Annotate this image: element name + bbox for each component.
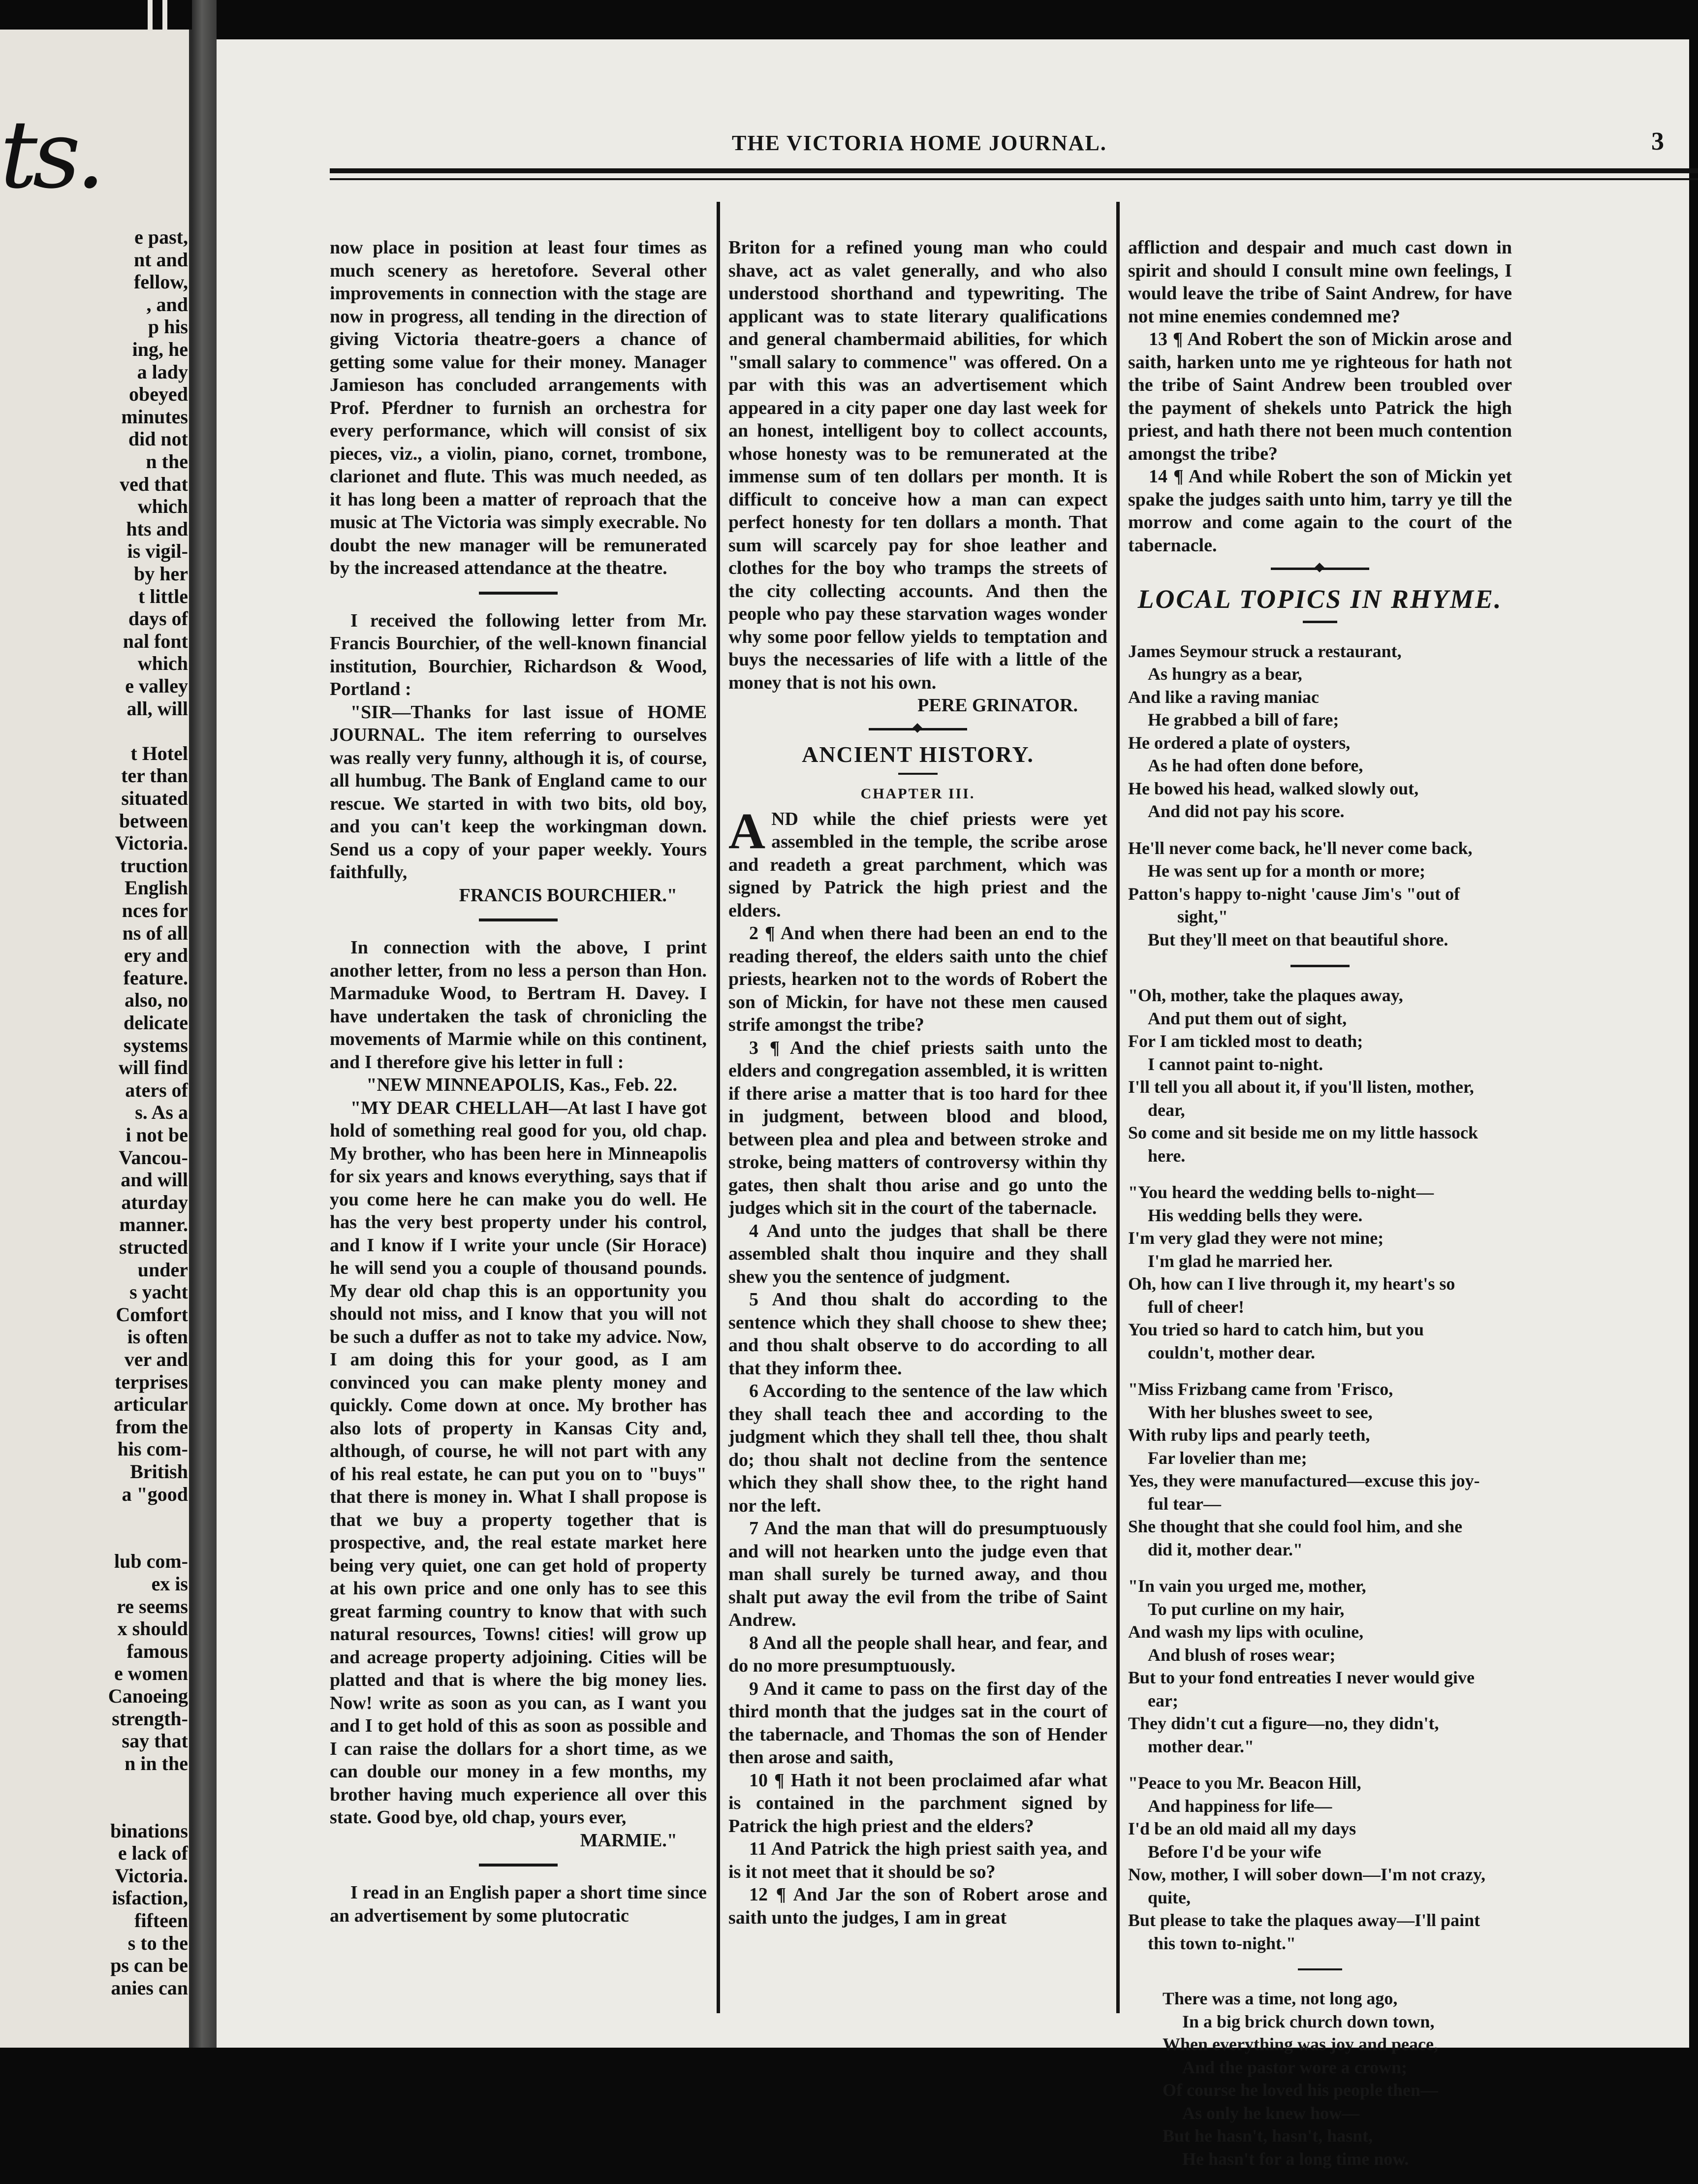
chapter-heading: CHAPTER III. — [860, 786, 975, 802]
previous-page-line: x should — [117, 1617, 188, 1640]
poem-line: He'll never come back, he'll never come back, — [1128, 838, 1473, 858]
poem-line: He hasn't for a long time now. — [1182, 2149, 1409, 2169]
verse: 2 ¶ And when there had been an end to the reading thereof, the elders saith unto the chief priests, hearken not to the words of Robert the son of Mickin, for have not these men caused strife amongst the tribe? — [728, 923, 1107, 1035]
previous-page-line: also, no — [125, 989, 188, 1012]
poem-stanza — [1128, 1575, 1512, 1758]
column-rule — [717, 202, 720, 2013]
previous-page-line: t little — [138, 585, 188, 607]
previous-page-line: aturday — [121, 1191, 188, 1213]
previous-page-line: between — [119, 809, 188, 832]
previous-page-line: Victoria. — [115, 832, 188, 855]
poem-line: And did not pay his score. — [1148, 801, 1345, 821]
column-2 — [728, 236, 1107, 1929]
previous-page-line: aters of — [125, 1078, 188, 1101]
previous-page-line: ns of all — [122, 921, 188, 944]
poem-line: He grabbed a bill of fare; — [1148, 710, 1339, 729]
previous-page-line: obeyed — [129, 383, 188, 406]
poem-line: But please to take the plaques away—I'll paint — [1128, 1910, 1480, 1930]
poem-line: ful tear— — [1148, 1493, 1221, 1514]
previous-page-line: will find — [118, 1056, 188, 1079]
previous-page-line: English — [125, 877, 188, 899]
poem-line: His wedding bells they were. — [1148, 1205, 1363, 1225]
poem-line: ear; — [1148, 1690, 1178, 1710]
section-heading: LOCAL TOPICS IN RHYME. — [1137, 584, 1503, 614]
previous-page-line: e valley — [125, 675, 188, 697]
section-divider — [479, 1864, 558, 1867]
previous-page-line: systems — [123, 1034, 188, 1056]
poem-line: And wash my lips with oculine, — [1128, 1622, 1364, 1642]
previous-page-line: p his — [148, 316, 188, 338]
previous-page-line: ver and — [124, 1348, 188, 1370]
scan-top-border — [0, 0, 1689, 39]
previous-page-line: s. As a — [135, 1101, 188, 1124]
book-gutter — [192, 0, 217, 2048]
previous-page-line: ter than — [121, 764, 188, 787]
poem-stanzas — [1128, 984, 1512, 1955]
poem-line: He bowed his head, walked slowly out, — [1128, 778, 1419, 798]
letter-text: "SIR—Thanks for last issue of HOME JOURNAL. The item referring to ourselves was really very funny, although it is, of course, all humbug. The Bank of England came to our rescue. We started in with two bits, old boy, and you can't keep the workingman down. Send us a copy of your paper weekly. Yours faithfully, — [330, 701, 707, 883]
letter-dateline: "NEW MINNEAPOLIS, Kas., Feb. 22. — [366, 1075, 677, 1095]
poem-stanza — [1128, 837, 1512, 951]
header-rule — [330, 168, 1698, 173]
poem-stanzas — [1128, 1987, 1512, 2170]
poem-line: In a big brick church down town, — [1182, 2011, 1435, 2031]
column-rule — [1116, 202, 1120, 2013]
letter-signature: FRANCIS BOURCHIER." — [459, 885, 677, 906]
previous-page-line: strength- — [112, 1707, 188, 1730]
previous-page-line: nt and — [133, 248, 188, 271]
poem-line: There was a time, not long ago, — [1163, 1989, 1398, 2008]
poem-line: here. — [1148, 1145, 1186, 1166]
article-paragraph: Briton for a refined young man who could shave, act as valet generally, and who also understood shorthand and typewriting. The applicant was to state literary qualifications and general chambermaid abilities, for which "small salary to commence" was offered. On a par with this was an advertisement which appeared in a city paper one day last week for an honest, intelligent boy to collect accounts, whose honesty was to be remunerated at the immense sum of ten dollars per month. It is difficult to conceive how a man can expect perfect honesty for ten dollars a month. That sum will scarcely pay for shoe leather and clothes for the boy who tramps the streets of the city collecting accounts. And then the people who pay these starvation wages wonder why some poor fellow yields to temptation and buys the necessaries of life with a little of the money that is not his own. — [728, 237, 1107, 693]
verse: ND while the chief priests were yet assembled in the temple, the scribe arose and readeth a great parchment, which was signed by Patrick the high priest and the elders. — [728, 808, 1107, 921]
poem-line: "Miss Frizbang came from 'Frisco, — [1128, 1379, 1393, 1399]
previous-page-headline-fragment: ts. — [0, 100, 101, 209]
previous-page-line: nces for — [122, 899, 188, 921]
poem-line: With her blushes sweet to see, — [1148, 1402, 1373, 1422]
poem-stanza — [1163, 1987, 1512, 2170]
poem-stanza — [1128, 1772, 1512, 1955]
section-divider — [479, 592, 558, 595]
poem-line: Now, mother, I will sober down—I'm not crazy, — [1128, 1865, 1486, 1884]
heading-divider — [898, 773, 938, 775]
poem-stanza — [1128, 984, 1512, 1167]
poem-line: With ruby lips and pearly teeth, — [1128, 1425, 1370, 1445]
section-divider — [479, 918, 558, 921]
previous-page-line: n the — [146, 450, 188, 473]
verse: 7 And the man that will do presumptuously and will not hearken unto the judge even that man shall surely be turned away, and thou shalt put away the evil from the tribe of Saint Andrew. — [728, 1518, 1107, 1630]
poem-divider — [1298, 1968, 1342, 1970]
letter-text: "MY DEAR CHELLAH—At last I have got hold of something real good for you, old chap. My brother, who has been here in Minneapolis for six years and knows everything, says that if you come here he can make you do well. He has the very best property under his control, and I know if I write your uncle (Sir Horace) he will send you a couple of thousand pounds. My dear old chap this is an opportunity you should not miss, and I know that you will not be such a duffer as not to take my advice. Now, I am doing this for your good, as I am convinced you can make plenty money and quickly. Come down at once. My brother has also lots of property in Kansas City and, although, of course, he will not part with any of his real estate, he can put you on to "buys" that there is money in. What I shall propose is that we buy a property together that is prospective, and, the real estate market here being very quiet, one can get hold of property at his own price and one only has to see this great farming country to know that with such natural resources, Towns! cities! will grow up and acreage property adjoining. Cities will be platted and that is where the big money lies. Now! write as soon as you can, as I want you and I to get hold of this as soon as possible and I can raise the dollars for a short time, as we can double our money in a few months, my brother having much experience all over this state. Good bye, old chap, yours ever, — [330, 1097, 707, 1828]
verse: 11 And Patrick the high priest saith yea, and is it not meet that it should be so? — [728, 1838, 1107, 1882]
poem-line: mother dear." — [1148, 1736, 1254, 1756]
poem-line: For I am tickled most to death; — [1128, 1031, 1363, 1051]
previous-page-line: Victoria. — [115, 1864, 188, 1887]
previous-page-line: Canoeing — [108, 1685, 188, 1707]
poem-line: this town to-night." — [1148, 1933, 1296, 1953]
poem-line: And blush of roses wear; — [1148, 1645, 1336, 1665]
previous-page-line: s to the — [127, 1931, 188, 1954]
verse: 5 And thou shalt do according to the sentence which they shall choose to shew thee; and thou shalt observe to do according to all that they inform thee. — [728, 1289, 1107, 1379]
previous-page-line: famous — [126, 1640, 188, 1662]
verse: 13 ¶ And Robert the son of Mickin arose and saith, harken unto me ye righteous for hath not the tribe of Saint Andrew been troubled over the payment of shekels unto Patrick the high priest, and hath there not been much contention amongst the tribe? — [1128, 329, 1512, 464]
running-head: THE VICTORIA HOME JOURNAL. — [732, 131, 1107, 155]
poem-line: full of cheer! — [1148, 1297, 1244, 1317]
poem-line: As he had often done before, — [1148, 756, 1363, 775]
verse: 14 ¶ And while Robert the son of Mickin yet spake the judges saith unto him, tarry ye till the morrow and come again to the court of the tabernacle. — [1128, 466, 1512, 556]
previous-page-line: Comfort — [116, 1303, 188, 1326]
previous-page-line: isfaction, — [112, 1887, 188, 1909]
previous-page-line: anies can — [111, 1976, 188, 1999]
poem-line: Oh, how can I live through it, my heart's so — [1128, 1274, 1455, 1294]
previous-page-line: did not — [128, 428, 188, 450]
poem-line: They didn't cut a figure—no, they didn't, — [1128, 1713, 1439, 1733]
previous-page-line: truction — [120, 854, 188, 877]
previous-page-line: which — [137, 495, 188, 518]
previous-page-line: fifteen — [134, 1909, 188, 1931]
previous-page-line: hts and — [126, 517, 188, 540]
previous-page-line: s yacht — [129, 1281, 188, 1303]
poem-line: You tried so hard to catch him, but you — [1128, 1320, 1424, 1339]
poem-line: quite, — [1148, 1887, 1191, 1907]
previous-page-fragment — [0, 30, 192, 2048]
previous-page-line: ved that — [120, 473, 188, 495]
previous-page-line: e women — [114, 1662, 188, 1685]
verse: 9 And it came to pass on the first day of the third month that the judges sat in the court of the tabernacle, and Thomas the son of Hender then arose and saith, — [728, 1678, 1107, 1768]
poem-line: Of course he loved his people then— — [1163, 2080, 1439, 2100]
verse: 8 And all the people shall hear, and fear, and do no more presumptuously. — [728, 1632, 1107, 1676]
previous-page-line: is vigil- — [127, 540, 188, 563]
poem-line: "In vain you urged me, mother, — [1128, 1576, 1366, 1596]
poem-line: And like a raving maniac — [1128, 687, 1320, 707]
poem-stanza — [1128, 640, 1512, 823]
verse: affliction and despair and much cast down in spirit and should I consult mine own feelings, I would leave the tribe of Saint Andrew, for have not mine enemies condemned me? — [1128, 237, 1512, 327]
previous-page-line: terprises — [115, 1370, 188, 1393]
verse: 4 And unto the judges that shall be there assembled shalt thou inquire and they shall shew you the sentence of judgment. — [728, 1220, 1107, 1287]
previous-page-line: i not be — [126, 1124, 188, 1146]
previous-page-line: e past, — [134, 226, 188, 248]
previous-page-line: lub com- — [114, 1550, 188, 1573]
previous-page-line: days of — [128, 607, 188, 630]
poem-line: He was sent up for a month or more; — [1148, 861, 1425, 881]
poem-line: He ordered a plate of oysters, — [1128, 732, 1351, 753]
poem-line: But he hasn't, hasn't, hasnt, — [1163, 2126, 1373, 2146]
previous-page-line: nal font — [123, 630, 188, 652]
previous-page-line: binations — [110, 1819, 188, 1842]
poem-line: did it, mother dear." — [1148, 1539, 1303, 1559]
previous-page-line: manner. — [119, 1213, 188, 1236]
poem-line: I'm glad he married her. — [1148, 1251, 1333, 1271]
verse: 12 ¶ And Jar the son of Robert arose and saith unto the judges, I am in great — [728, 1884, 1107, 1928]
previous-page-line: feature. — [123, 966, 188, 989]
poem-stanza — [1128, 1378, 1512, 1561]
poem-line: Yes, they were manufactured—excuse this joy- — [1128, 1471, 1480, 1490]
section-divider — [1271, 568, 1369, 570]
column-3 — [1128, 236, 1512, 2184]
article-signature: PERE GRINATOR. — [917, 695, 1078, 716]
previous-page-line: his com- — [117, 1438, 188, 1460]
poem-line: I'm very glad they were not mine; — [1128, 1228, 1384, 1248]
previous-page-line: all, will — [126, 697, 188, 720]
poem-line: So come and sit beside me on my little hassock — [1128, 1123, 1478, 1142]
verse: 6 According to the sentence of the law which they shall teach thee and according to the judgment which they shall tell thee, thou shalt do; thou shalt not decline from the sentence which they shall show thee, to the right hand nor the left. — [728, 1381, 1107, 1516]
poem-line: I'll tell you all about it, if you'll listen, mother, — [1128, 1077, 1474, 1097]
drop-cap: A — [728, 802, 766, 859]
article-paragraph: I received the following letter from Mr. Francis Bourchier, of the well-known financial institution, Bourchier, Richardson & Wood, Portland : — [330, 610, 707, 699]
poem-line: dear, — [1148, 1100, 1185, 1120]
previous-page-line: ery and — [124, 944, 188, 967]
previous-page-line: is often — [127, 1326, 188, 1348]
previous-page-line: minutes — [121, 405, 188, 428]
poem-divider — [1290, 965, 1350, 967]
previous-page-line: e lack of — [118, 1842, 188, 1865]
poem-line: And happiness for life— — [1148, 1796, 1332, 1816]
poem-line: Before I'd be your wife — [1148, 1841, 1321, 1862]
poem-stanza — [1128, 1181, 1512, 1364]
poem-line: But they'll meet on that beautiful shore. — [1148, 929, 1448, 950]
poem-line: And put them out of sight, — [1148, 1008, 1347, 1028]
previous-page-line: British — [130, 1460, 188, 1483]
poem-line: sight," — [1177, 907, 1228, 926]
poem-line: "Peace to you Mr. Beacon Hill, — [1128, 1773, 1361, 1793]
article-paragraph: In connection with the above, I print another letter, from no less a person than Hon. Marmaduke Wood, to Bertram H. Davey. I have undertaken the task of chronicling the movements of Marmie while on this continent, and I therefore give his letter in full : — [330, 937, 707, 1073]
previous-page-line: ex is — [151, 1573, 188, 1595]
previous-page-line: structed — [119, 1236, 188, 1258]
poem-line: To put curline on my hair, — [1148, 1599, 1345, 1619]
previous-page-line: a "good — [122, 1483, 188, 1505]
article-paragraph: now place in position at least four times as much scenery as heretofore. Several other improvements in connection with the stage are now in progress, all tending in the direction of giving Victoria theatre-goers a chance of getting some value for their money. Manager Jamieson has concluded arrangements with Prof. Pferdner to furnish an orchestra for every performance, which will consist of six pieces, viz., a violin, piano, cornet, trombone, clarionet and flute. This was much needed, as it has long been a matter of reproach that the music at The Victoria was simply execrable. No doubt the new manager will be remunerated by the increased attendance at the theatre. — [330, 237, 707, 578]
previous-page-line: t Hotel — [130, 742, 188, 764]
poem-line: "You heard the wedding bells to-night— — [1128, 1182, 1434, 1202]
poem-line: James Seymour struck a restaurant, — [1128, 641, 1402, 661]
previous-page-line: Vancou- — [119, 1146, 188, 1169]
poem-line: And the pastor wore a crown; — [1182, 2057, 1407, 2077]
article-paragraph: I read in an English paper a short time since an advertisement by some plutocratic — [330, 1882, 707, 1926]
poem-line: She thought that she could fool him, and she — [1128, 1517, 1463, 1536]
previous-page-line: and will — [121, 1169, 188, 1191]
previous-page-line: situated — [121, 787, 188, 809]
newspaper-page — [217, 39, 1689, 2169]
previous-page-line: ps can be — [110, 1954, 188, 1977]
poem-line: When everything was joy and peace, — [1163, 2034, 1438, 2054]
poem-line: Far lovelier than me; — [1148, 1448, 1307, 1468]
poem-line: As only he knew how— — [1182, 2103, 1360, 2123]
poem-line: couldn't, mother dear. — [1148, 1342, 1316, 1362]
previous-page-line: say that — [122, 1730, 188, 1752]
verse: 10 ¶ Hath it not been proclaimed afar what is contained in the parchment signed by Patrick the high priest and the elders? — [728, 1770, 1107, 1836]
header-rule — [330, 178, 1698, 180]
poem-stanzas — [1128, 640, 1512, 951]
heading-divider — [1303, 621, 1337, 623]
previous-page-line: which — [137, 652, 188, 675]
previous-page-line: ing, he — [132, 338, 188, 360]
previous-page-line: by her — [134, 563, 188, 585]
poem-line: But to your fond entreaties I never would give — [1128, 1668, 1475, 1687]
verse: 3 ¶ And the chief priests saith unto the elders and congregation assembled, it is written if there arise a matter that is too hard for thee in judgment, between blood and blood, between plea and plea and between stroke and stroke, being matters of controversy within thy gates, then shalt thou arise and go unto the judges which sit in the court of the tabernacle. — [728, 1037, 1107, 1218]
previous-page-line: articular — [113, 1393, 188, 1416]
poem-line: I cannot paint to-night. — [1148, 1054, 1323, 1074]
page-number: 3 — [1651, 127, 1664, 156]
poem-line: I'd be an old maid all my days — [1128, 1819, 1356, 1838]
poem-line: "Oh, mother, take the plaques away, — [1128, 985, 1403, 1005]
letter-signature: MARMIE." — [580, 1830, 677, 1851]
previous-page-line: , and — [146, 293, 188, 316]
previous-page-line: from the — [116, 1415, 188, 1438]
section-heading: ANCIENT HISTORY. — [802, 741, 1034, 767]
section-divider — [869, 728, 967, 730]
previous-page-line: a lady — [137, 360, 188, 383]
previous-page-line: re seems — [117, 1595, 188, 1617]
previous-page-line: under — [137, 1258, 188, 1281]
previous-page-line: delicate — [123, 1012, 188, 1034]
previous-page-line: n in the — [125, 1752, 188, 1774]
poem-line: Patton's happy to-night 'cause Jim's "out of — [1128, 884, 1460, 904]
column-1 — [330, 236, 707, 1927]
previous-page-line: fellow, — [134, 271, 188, 293]
poem-line: As hungry as a bear, — [1148, 664, 1302, 684]
